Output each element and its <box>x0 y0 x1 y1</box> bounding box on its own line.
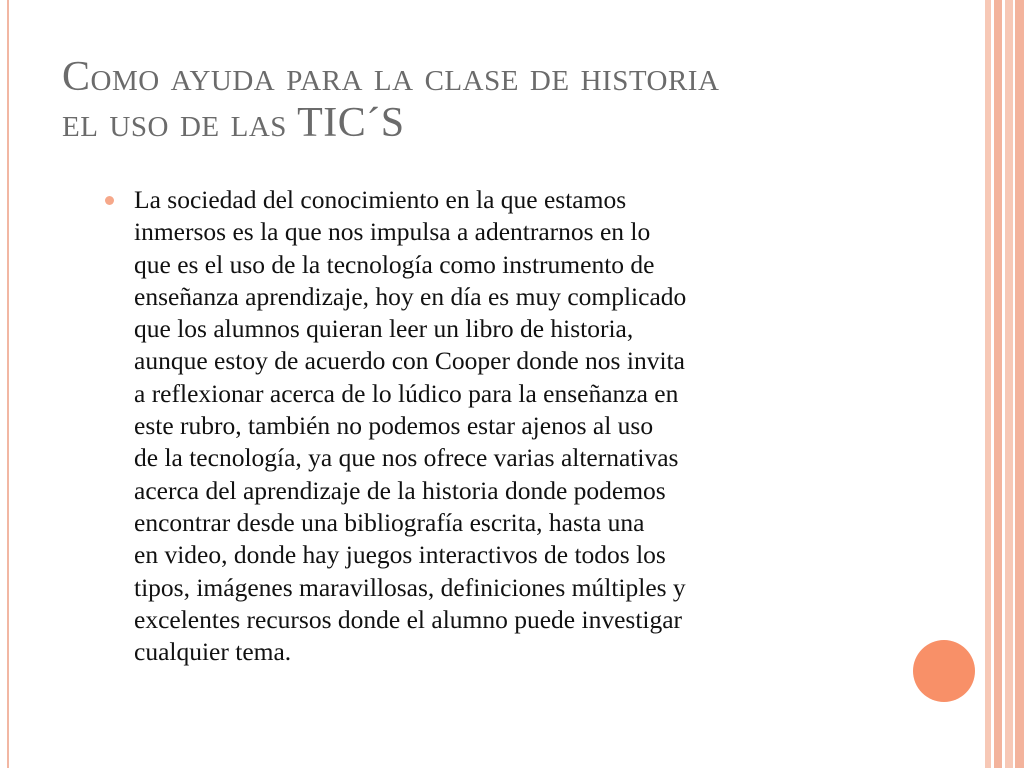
left-border-decoration <box>0 0 9 768</box>
slide-title-line-1: Como ayuda para la clase de historia <box>62 54 720 100</box>
bullet-item <box>105 184 895 668</box>
bullet-dot-icon <box>105 196 114 205</box>
slide-body <box>105 184 895 668</box>
right-stripe-decoration <box>982 0 1024 768</box>
slide-title <box>62 54 942 146</box>
bullet-text: La sociedad del conocimiento en la que estamos inmersos es la que nos impulsa a adentrarnos en lo que es el uso de la tecnología como instrumento de enseñanza aprendizaje, hoy en día es muy complicado que los alumnos quieran leer un libro de historia, aunque estoy de acuerdo con Cooper donde nos invita a reflexionar acerca de lo lúdico para la enseñanza en este rubro, también no podemos estar ajenos al uso de la tecnología, ya que nos ofrece varias alternativas acerca del aprendizaje de la historia donde podemos encontrar desde una bibliografía escrita, hasta una en video, donde hay juegos interactivos de todos los tipos, imágenes maravillosas, definiciones múltiples y excelentes recursos donde el alumno puede investigar cualquier tema. <box>134 185 687 667</box>
slide-title-line-2: el uso de las TIC´S <box>62 100 405 146</box>
decorative-circle <box>913 640 975 702</box>
